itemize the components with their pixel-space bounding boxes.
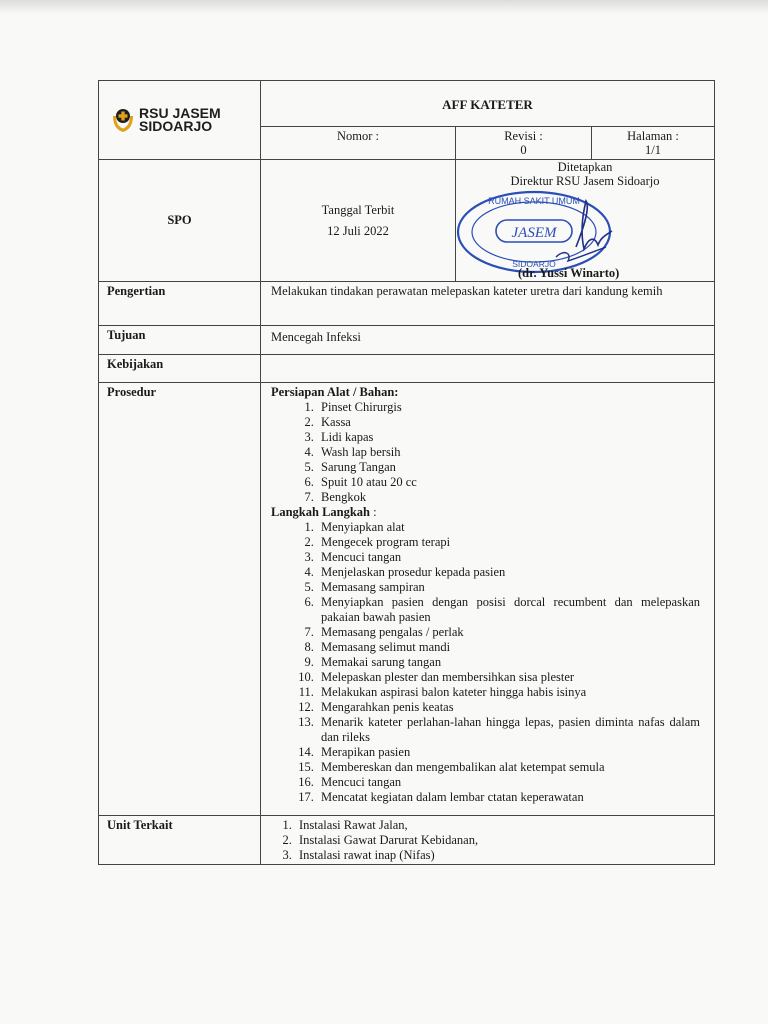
hospital-logo — [99, 107, 260, 133]
tanggal-terbit-label: Tanggal Terbit — [321, 202, 395, 217]
spo-document — [98, 80, 714, 865]
tujuan-label: Tujuan — [99, 326, 261, 355]
prosedur-content — [261, 383, 715, 816]
tanggal-terbit-cell — [261, 160, 456, 282]
langkah-title: Langkah Langkah — [271, 505, 371, 519]
tanggal-terbit-value: 12 Juli 2022 — [327, 223, 389, 238]
revisi-value: 0 — [520, 143, 527, 157]
halaman-label: Halaman : — [627, 129, 679, 143]
logo-line-2: SIDOARJO — [139, 118, 213, 134]
ditetapkan-label: Ditetapkan — [557, 160, 613, 174]
spo-table — [98, 80, 715, 865]
list-item: 13. Menarik kateter perlahan-lahan hingga lepas, pasien diminta nafas dalam dan rileks — [317, 715, 700, 745]
list-item: 7. Memasang pengalas / perlak — [317, 625, 700, 640]
list-item: 6. Menyiapkan pasien dengan posisi dorcal recumbent dan melepaskan pakaian bawah pasien — [317, 595, 700, 625]
signer-name: (dr. Yussi Winarto) — [518, 266, 620, 280]
hospital-emblem-icon — [111, 107, 135, 133]
revisi-cell — [456, 127, 592, 160]
list-item: 5. Sarung Tangan — [317, 460, 704, 475]
pengertian-label: Pengertian — [99, 282, 261, 326]
unit-terkait-content — [261, 816, 715, 865]
nomor-cell — [261, 127, 456, 160]
official-stamp-icon — [456, 187, 616, 277]
list-item: 2. Instalasi Gawat Darurat Kebidanan, — [295, 833, 714, 848]
tujuan-text: Mencegah Infeksi — [261, 326, 715, 355]
prosedur-label: Prosedur — [99, 383, 261, 816]
list-item: 11. Melakukan aspirasi balon kateter hingga habis isinya — [317, 685, 700, 700]
list-item: 9. Memakai sarung tangan — [317, 655, 700, 670]
unit-terkait-list — [261, 818, 714, 863]
list-item: 3. Lidi kapas — [317, 430, 704, 445]
halaman-value: 1/1 — [645, 143, 661, 157]
list-item: 3. Mencuci tangan — [317, 550, 700, 565]
list-item: 15. Membereskan dan mengembalikan alat ketempat semula — [317, 760, 700, 775]
list-item: 14. Merapikan pasien — [317, 745, 700, 760]
list-item: 1. Menyiapkan alat — [317, 520, 700, 535]
langkah-list — [271, 520, 704, 805]
unit-terkait-label: Unit Terkait — [99, 816, 261, 865]
revisi-label: Revisi : — [504, 129, 543, 143]
list-item: 6. Spuit 10 atau 20 cc — [317, 475, 704, 490]
persiapan-title: Persiapan Alat / Bahan: — [271, 385, 399, 399]
list-item: 10. Melepaskan plester dan membersihkan sisa plester — [317, 670, 700, 685]
persiapan-list — [271, 400, 704, 505]
list-item: 2. Mengecek program terapi — [317, 535, 700, 550]
stamp-bottom-text: SIDOARJO — [512, 259, 556, 269]
stamp-top-text: RUMAH SAKIT UMUM — [488, 196, 580, 206]
direktur-label: Direktur RSU Jasem Sidoarjo — [510, 174, 660, 188]
list-item: 1. Instalasi Rawat Jalan, — [295, 818, 714, 833]
logo-cell — [99, 81, 261, 160]
langkah-heading — [271, 505, 704, 520]
list-item: 17. Mencatat kegiatan dalam lembar ctatan keperawatan — [317, 790, 700, 805]
list-item: 12. Mengarahkan penis keatas — [317, 700, 700, 715]
list-item: 5. Memasang sampiran — [317, 580, 700, 595]
list-item: 1. Pinset Chirurgis — [317, 400, 704, 415]
list-item: 4. Menjelaskan prosedur kepada pasien — [317, 565, 700, 580]
document-title: AFF KATETER — [261, 81, 715, 127]
list-item: 16. Mencuci tangan — [317, 775, 700, 790]
kebijakan-value — [261, 355, 715, 383]
list-item: 4. Wash lap bersih — [317, 445, 704, 460]
nomor-label: Nomor : — [336, 129, 379, 143]
ditetapkan-cell — [456, 160, 715, 282]
scan-top-shadow — [0, 0, 768, 14]
spo-label: SPO — [99, 160, 261, 282]
kebijakan-label: Kebijakan — [99, 355, 261, 383]
list-item: 2. Kassa — [317, 415, 704, 430]
list-item: 3. Instalasi rawat inap (Nifas) — [295, 848, 714, 863]
list-item: 7. Bengkok — [317, 490, 704, 505]
list-item: 8. Memasang selimut mandi — [317, 640, 700, 655]
pengertian-text: Melakukan tindakan perawatan melepaskan kateter uretra dari kandung kemih — [261, 282, 715, 326]
logo-line-1: RSU JASEM — [139, 105, 221, 121]
stamp-mid-text: JASEM — [511, 225, 557, 241]
halaman-cell — [592, 127, 715, 160]
langkah-colon: : — [370, 505, 377, 519]
